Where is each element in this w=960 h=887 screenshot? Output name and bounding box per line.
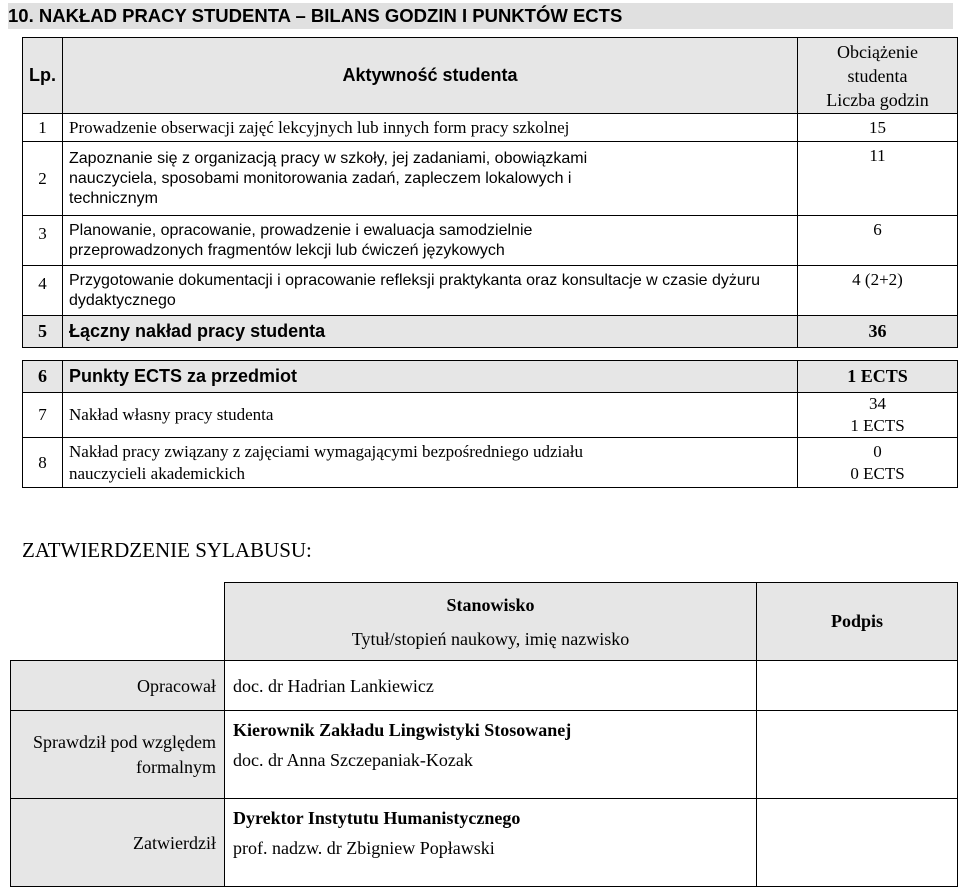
- approval-row-signature: [757, 661, 958, 711]
- separator-row: [23, 348, 958, 361]
- row-desc: Prowadzenie obserwacji zajęć lekcyjnych lub innych form pracy szkolnej: [63, 114, 798, 142]
- section-title: 10. NAKŁAD PRACY STUDENTA – BILANS GODZIN I PUNKTÓW ECTS: [8, 3, 953, 29]
- approval-row-role: Kierownik Zakładu Lingwistyki Stosowanej: [233, 720, 572, 740]
- row-num: 4: [23, 266, 63, 316]
- own-work-ects: 1 ECTS: [850, 416, 905, 435]
- ects-points-row: [23, 361, 958, 393]
- own-work-num: 7: [23, 393, 63, 438]
- header-position-label: Stanowisko: [446, 594, 535, 615]
- approval-row-person: doc. dr Hadrian Lankiewicz: [225, 661, 757, 711]
- approval-table: [10, 582, 958, 887]
- approval-row-label: Zatwierdził: [11, 799, 225, 887]
- approval-row-signature: [757, 711, 958, 799]
- header-num: Lp.: [23, 38, 63, 114]
- ects-table: [22, 37, 958, 488]
- contact-work-value: [798, 438, 958, 488]
- table-row: [23, 216, 958, 266]
- row-num: 3: [23, 216, 63, 266]
- total-desc: Łączny nakład pracy studenta: [63, 316, 798, 348]
- approval-row: [11, 799, 958, 887]
- ects-points-num: 6: [23, 361, 63, 393]
- row-desc: Zapoznanie się z organizacją pracy w szkoły, jej zadaniami, obowiązkami nauczyciela, sposobami monitorowania zadań, zapleczem lokalowych i technicznym: [63, 142, 798, 216]
- contact-work-num: 8: [23, 438, 63, 488]
- approval-header-row: [11, 583, 958, 661]
- row-value: 4 (2+2): [798, 266, 958, 316]
- approval-header-blank: [11, 583, 225, 661]
- row-value: 11: [798, 142, 958, 216]
- contact-work-desc: Nakład pracy związany z zajęciami wymagającymi bezpośredniego udziału nauczycieli akademickich: [63, 438, 798, 488]
- header-signature-label: Podpis: [757, 583, 958, 661]
- approval-row-signature: [757, 799, 958, 887]
- contact-work-row: [23, 438, 958, 488]
- header-load-line1: Obciążenie: [837, 41, 918, 62]
- table-row: [23, 266, 958, 316]
- row-desc: Przygotowanie dokumentacji i opracowanie refleksji praktykanta oraz konsultacje w czasie dyżuru dydaktycznego: [63, 266, 798, 316]
- ects-points-value: 1 ECTS: [798, 361, 958, 393]
- total-row: [23, 316, 958, 348]
- approval-row: [11, 661, 958, 711]
- table-row: [23, 142, 958, 216]
- header-load-line3: Liczba godzin: [826, 89, 929, 110]
- own-work-value: [798, 393, 958, 438]
- approval-row: [11, 711, 958, 799]
- total-value: 36: [798, 316, 958, 348]
- contact-work-ects: 0 ECTS: [850, 463, 905, 483]
- contact-work-hours: 0: [873, 441, 882, 461]
- header-load-line2: studenta: [847, 65, 908, 86]
- table-row: [23, 114, 958, 142]
- own-work-desc: Nakład własny pracy studenta: [63, 393, 798, 438]
- row-value: 15: [798, 114, 958, 142]
- own-work-hours: 34: [869, 394, 886, 413]
- approval-row-label: Opracował: [11, 661, 225, 711]
- header-load: [798, 38, 958, 114]
- row-value: 6: [798, 216, 958, 266]
- row-num: 1: [23, 114, 63, 142]
- approval-row-person: doc. dr Anna Szczepaniak-Kozak: [233, 750, 473, 770]
- approval-row-label: Sprawdził pod względem formalnym: [11, 711, 225, 799]
- own-work-row: [23, 393, 958, 438]
- total-num: 5: [23, 316, 63, 348]
- approval-header-position: [225, 583, 757, 661]
- header-degree-label: Tytuł/stopień naukowy, imię nazwisko: [351, 628, 630, 649]
- ects-points-desc: Punkty ECTS za przedmiot: [63, 361, 798, 393]
- ects-header-row: [23, 38, 958, 114]
- approval-row-person: prof. nadzw. dr Zbigniew Popławski: [233, 838, 495, 858]
- row-desc: Planowanie, opracowanie, prowadzenie i ewaluacja samodzielnie przeprowadzonych fragmentów lekcji lub ćwiczeń językowych: [63, 216, 798, 266]
- approval-title: ZATWIERDZENIE SYLABUSU:: [22, 538, 312, 562]
- approval-row-content: [225, 711, 757, 799]
- header-activity: Aktywność studenta: [63, 38, 798, 114]
- approval-row-role: Dyrektor Instytutu Humanistycznego: [233, 808, 521, 828]
- row-num: 2: [23, 142, 63, 216]
- approval-row-content: [225, 799, 757, 887]
